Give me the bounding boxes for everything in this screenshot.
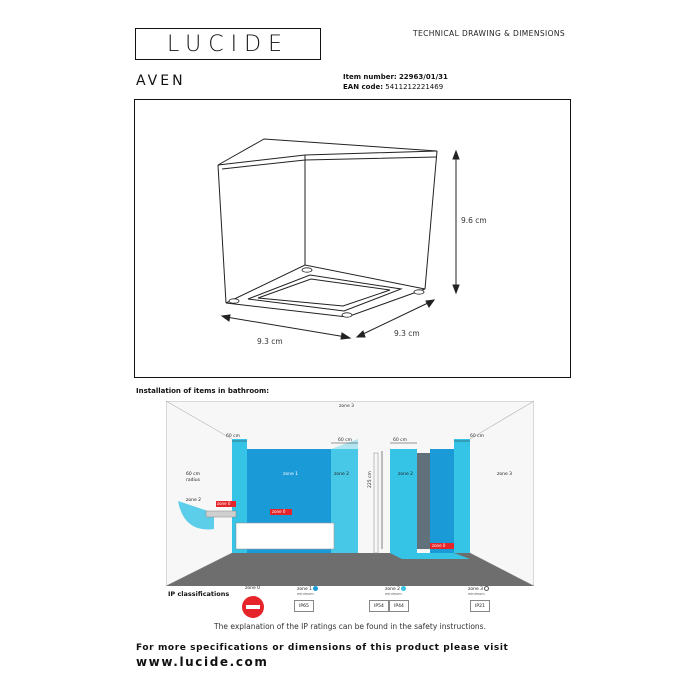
zone2-dot-icon — [401, 586, 406, 591]
zone2-left-label: zone 2 — [186, 498, 202, 503]
zone2-mid-label: zone 2 — [334, 472, 350, 477]
ean-row — [343, 82, 448, 92]
zone2-right-label: zone 2 — [398, 472, 414, 477]
zone3-right-label: zone 3 — [497, 472, 513, 477]
dim-height: 9.6 cm — [461, 216, 487, 225]
ean-value: 5411212221469 — [385, 83, 444, 91]
ip-zone1-sub: minimum — [297, 592, 314, 596]
no-entry-icon — [241, 595, 265, 619]
dim-depth: 9.3 cm — [394, 329, 420, 338]
zone1-label: zone 1 — [283, 472, 299, 477]
ip-code-ip54: IP54 — [369, 600, 389, 612]
dim-width: 9.3 cm — [257, 337, 283, 346]
zone0-sink-label: zone 0 — [217, 501, 231, 506]
item-number-row — [343, 72, 448, 82]
ip-zone3-text: zone 3 — [468, 587, 484, 592]
product-meta — [343, 72, 448, 92]
zone3-top-label: zone 3 — [339, 404, 355, 409]
height-225-label: 225 cm — [368, 471, 373, 488]
doc-title: TECHNICAL DRAWING & DIMENSIONS — [413, 29, 566, 38]
zone0-tub-label: zone 0 — [272, 509, 286, 514]
ip-code-ip21: IP21 — [470, 600, 490, 612]
item-number-label: Item number: — [343, 73, 397, 81]
zone1-dot-icon — [313, 586, 318, 591]
more-specs-text: For more specifications or dimensions of this product please visit — [136, 643, 509, 653]
dim-60-right: 60 cm — [470, 434, 485, 439]
zone3-dot-icon — [484, 586, 489, 591]
cube-drawing — [134, 99, 571, 378]
dim-60-midr: 60 cm — [393, 438, 408, 443]
ip-code-ip44: IP44 — [389, 600, 409, 612]
ip-zone0-label: zone 0 — [245, 586, 261, 591]
dim-60-midl: 60 cm — [338, 438, 353, 443]
ip-code-ip65: IP65 — [294, 600, 314, 612]
bathroom-zones-diagram — [166, 401, 534, 586]
ip-explanation: The explanation of the IP ratings can be found in the safety instructions. — [214, 622, 486, 631]
website-link[interactable]: www.lucide.com — [136, 655, 269, 669]
ip-zone2-text: zone 2 — [385, 587, 401, 592]
ean-label: EAN code: — [343, 83, 384, 91]
ip-zone1-text: zone 1 — [297, 587, 313, 592]
bathroom-title: Installation of items in bathroom: — [136, 387, 270, 395]
item-number-value: 22963/01/31 — [398, 73, 448, 81]
radius-label-b: radius — [186, 478, 200, 483]
ip-title: IP classifications — [168, 590, 230, 598]
ip-zone2-sub: minimum — [385, 592, 402, 596]
dim-60-left: 60 cm — [226, 434, 241, 439]
radius-label-a: 60 cm — [186, 472, 201, 477]
product-name: AVEN — [136, 73, 186, 89]
zone0-shower-label: zone 0 — [432, 543, 446, 548]
radius-label — [186, 472, 200, 484]
lucide-logo: LUCIDE — [135, 28, 321, 60]
ip-zone3-sub: minimum — [468, 592, 485, 596]
